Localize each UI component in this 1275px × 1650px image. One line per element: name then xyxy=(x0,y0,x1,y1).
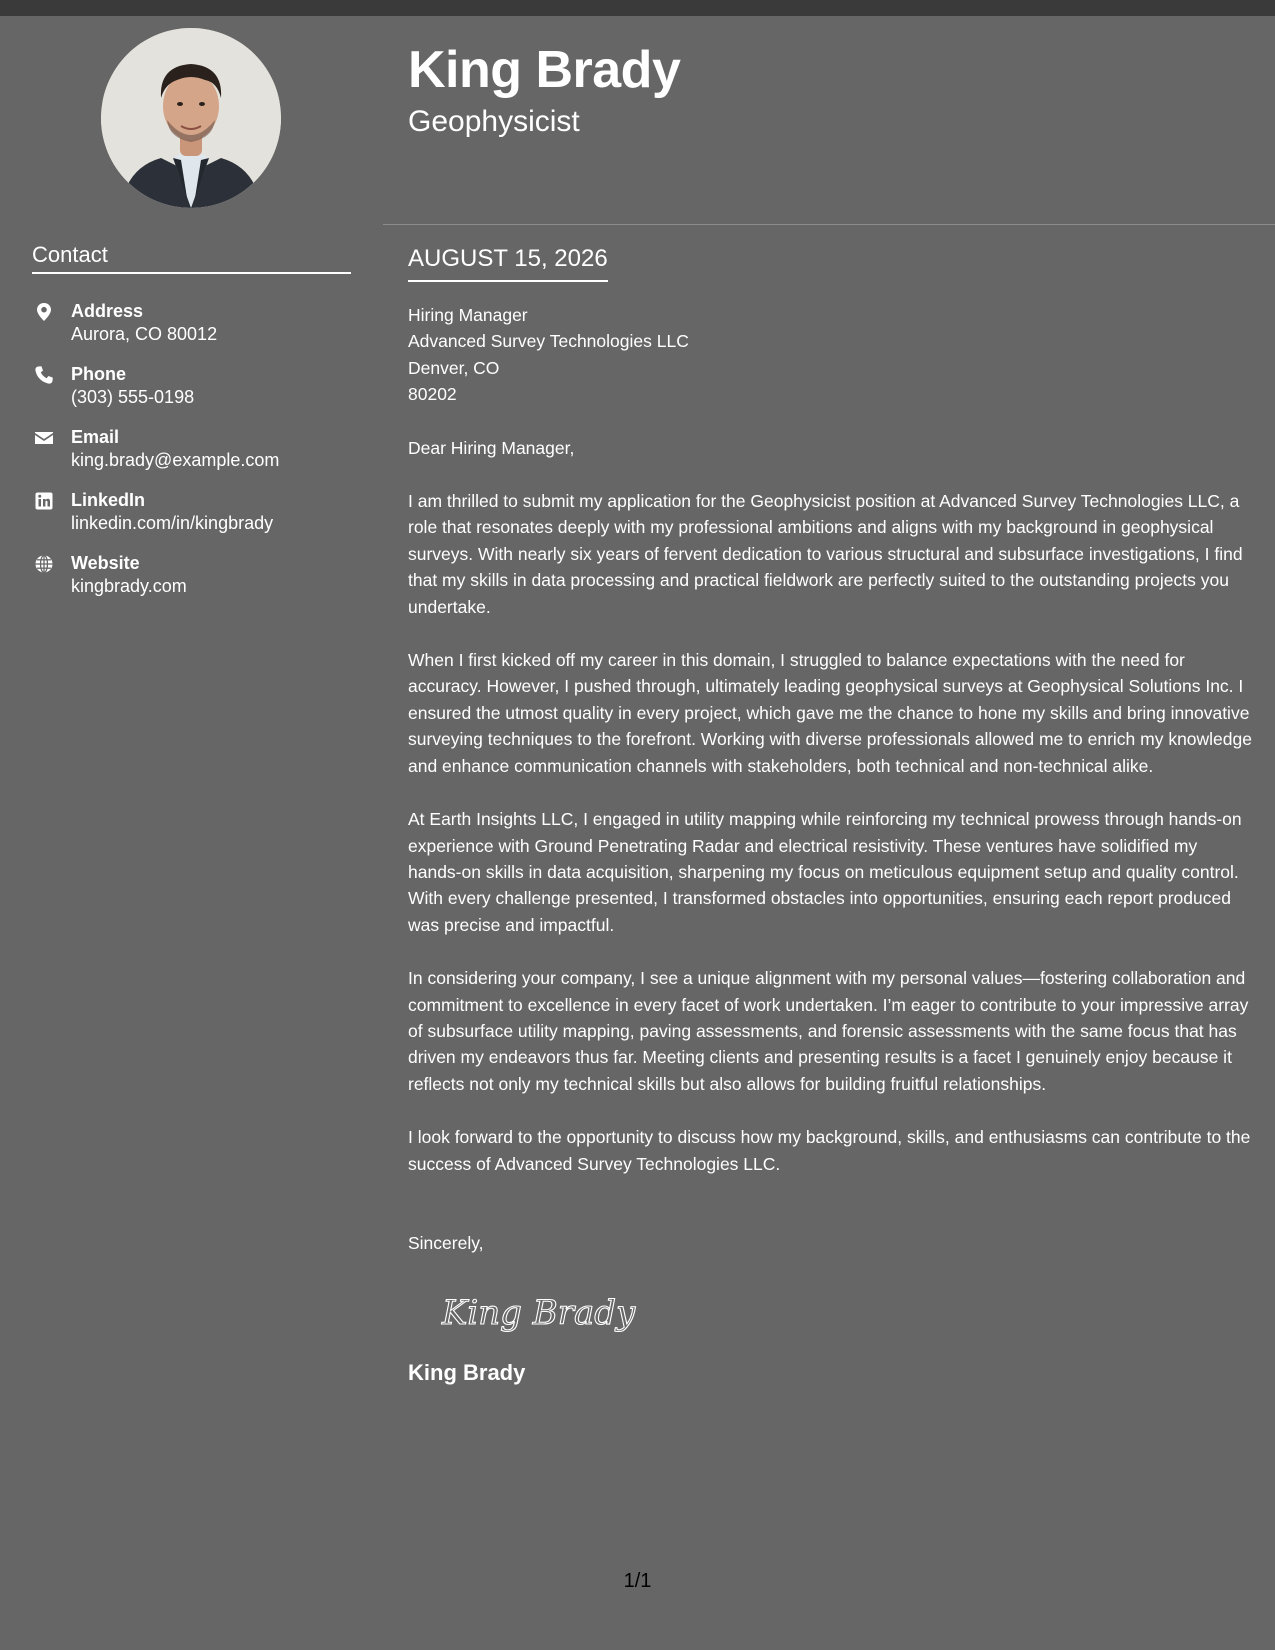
handwritten-signature xyxy=(440,1282,660,1342)
top-bar xyxy=(0,0,1275,16)
signature-text: King Brady xyxy=(442,1293,636,1334)
contact-label: LinkedIn xyxy=(71,490,146,510)
letter-paragraph: I am thrilled to submit my application for the Geophysicist position at Advanced Survey Technologies LLC, a role that resonates deeply with my professional ambitions and aligns with my background in geophysical surveys. With nearly six years of fervent dedication to various structural and subsurface investigations, I find that my skills in data processing and practical fieldwork are perfectly suited to the outstanding projects you undertake. xyxy=(408,491,1243,617)
contact-value: (303) 555-0198 xyxy=(71,387,195,407)
contact-value: kingbrady.com xyxy=(71,576,187,596)
envelope-icon xyxy=(34,428,54,448)
location-pin-icon xyxy=(34,302,54,322)
recipient-line: 80202 xyxy=(408,384,457,405)
recipient-line: Hiring Manager xyxy=(408,305,528,325)
recipient-block xyxy=(408,302,1253,408)
closing: Sincerely, xyxy=(408,1232,484,1253)
job-title: Geophysicist xyxy=(408,105,580,138)
greeting: Dear Hiring Manager, xyxy=(408,437,575,458)
signature xyxy=(440,1282,1253,1342)
recipient-line: Advanced Survey Technologies LLC xyxy=(408,331,689,352)
recipient-line: Denver, CO xyxy=(408,357,500,378)
contact-label: Website xyxy=(71,553,140,573)
avatar xyxy=(101,28,281,208)
header-divider xyxy=(383,224,1275,225)
letter-paragraph: At Earth Insights LLC, I engaged in utility mapping while reinforcing my technical prowess through hands-on experience with Ground Penetrating Radar and electrical resistivity. These ventures have solidified my hands-on skills in data acquisition, sharpening my focus on meticulous equipment setup and quality control. With every challenge presented, I transformed obstacles into opportunities, ensuring each report produced was precise and impactful. xyxy=(408,809,1242,935)
contact-value: linkedin.com/in/kingbrady xyxy=(71,513,274,533)
contact-label: Address xyxy=(71,301,144,321)
letter-body xyxy=(408,302,1253,1387)
phone-icon xyxy=(34,365,54,385)
contact-item-email xyxy=(32,426,362,489)
signed-name: King Brady xyxy=(408,1360,526,1386)
contact-value: Aurora, CO 80012 xyxy=(71,324,218,344)
letter-paragraph: I look forward to the opportunity to discuss how my background, skills, and enthusiasms can contribute to the success of Advanced Survey Technologies LLC. xyxy=(408,1127,1251,1174)
profile-photo xyxy=(101,28,281,208)
contact-list xyxy=(32,300,362,615)
contact-value: king.brady@example.com xyxy=(71,450,280,470)
letter-date: AUGUST 15, 2026 xyxy=(408,244,608,282)
applicant-name: King Brady xyxy=(408,41,681,99)
contact-label: Email xyxy=(71,427,120,447)
contact-item-phone xyxy=(32,363,362,426)
page-number: 1/1 xyxy=(623,1570,652,1592)
contact-label: Phone xyxy=(71,364,127,384)
contact-item-linkedin xyxy=(32,489,362,552)
contact-item-address xyxy=(32,300,362,363)
contact-heading: Contact xyxy=(32,242,351,274)
contact-item-website xyxy=(32,552,362,615)
globe-icon xyxy=(34,554,54,574)
letter-paragraph: When I first kicked off my career in this domain, I struggled to balance expectations with the need for accuracy. However, I pushed through, ultimately leading geophysical surveys at Geophysical Solutions Inc. I ensured the utmost quality in every project, which gave me the chance to hone my skills and bring innovative surveying techniques to the forefront. Working with diverse professionals allowed me to enrich my knowledge and enhance communication channels with stakeholders, both technical and non-technical alike. xyxy=(408,650,1252,776)
linkedin-icon xyxy=(34,491,54,511)
letter-paragraph: In considering your company, I see a unique alignment with my personal values—fostering collaboration and commitment to excellence in every facet of work undertaken. I’m eager to contribute to your impressive array of subsurface utility mapping, paving assessments, and forensic assessments with the same focus that has driven my endeavors thus far. Meeting clients and presenting results is a facet I genuinely enjoy because it reflects not only my technical skills but also allows for building fruitful relationships. xyxy=(408,968,1249,1094)
sidebar xyxy=(0,16,383,1650)
